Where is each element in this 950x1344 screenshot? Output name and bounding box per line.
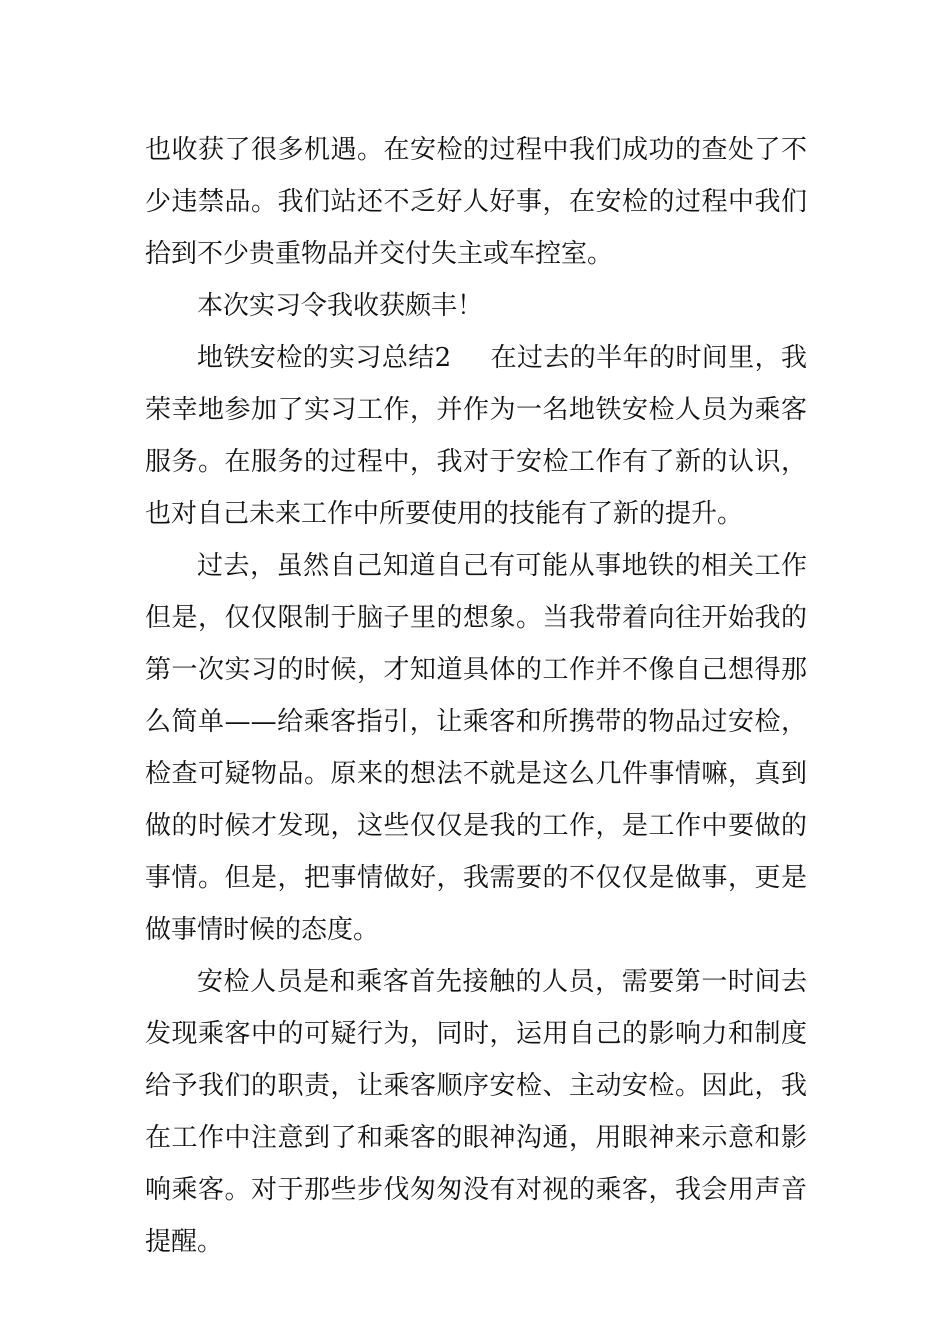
section-lead-text: 在过去的半年的时间里，我荣幸地参加了实习工作，并作为一名地铁安检人员为乘客服务。在服务的过程中，我对于安检工作有了新的认识，也对自己未来工作中所要使用的技能有了新的提升。	[145, 343, 807, 529]
document-page	[145, 124, 807, 1268]
paragraph-body-1: 过去，虽然自己知道自己有可能从事地铁的相关工作但是，仅仅限制于脑子里的想象。当我带着向往开始我的第一次实习的时候，才知道具体的工作并不像自己想得那么简单——给乘客指引，让乘客和所携带的物品过安检，检查可疑物品。原来的想法不就是这么几件事情嘛，真到做的时候才发现，这些仅仅是我的工作，是工作中要做的事情。但是，把事情做好，我需要的不仅仅是做事，更是做事情时候的态度。	[145, 551, 807, 945]
paragraph-section-intro	[145, 332, 807, 540]
paragraph-continuation: 也收获了很多机遇。在安检的过程中我们成功的查处了不少违禁品。我们站还不乏好人好事，在安检的过程中我们拾到不少贵重物品并交付失主或车控室。	[145, 135, 807, 269]
section-heading: 地铁安检的实习总结2	[197, 343, 452, 373]
paragraph-summary-line: 本次实习令我收获颇丰！	[197, 291, 484, 321]
paragraph-body-2: 安检人员是和乘客首先接触的人员，需要第一时间去发现乘客中的可疑行为，同时，运用自己的影响力和制度给予我们的职责，让乘客顺序安检、主动安检。因此，我在工作中注意到了和乘客的眼神沟通，用眼神来示意和影响乘客。对于那些步伐匆匆没有对视的乘客，我会用声音提醒。	[145, 967, 807, 1257]
